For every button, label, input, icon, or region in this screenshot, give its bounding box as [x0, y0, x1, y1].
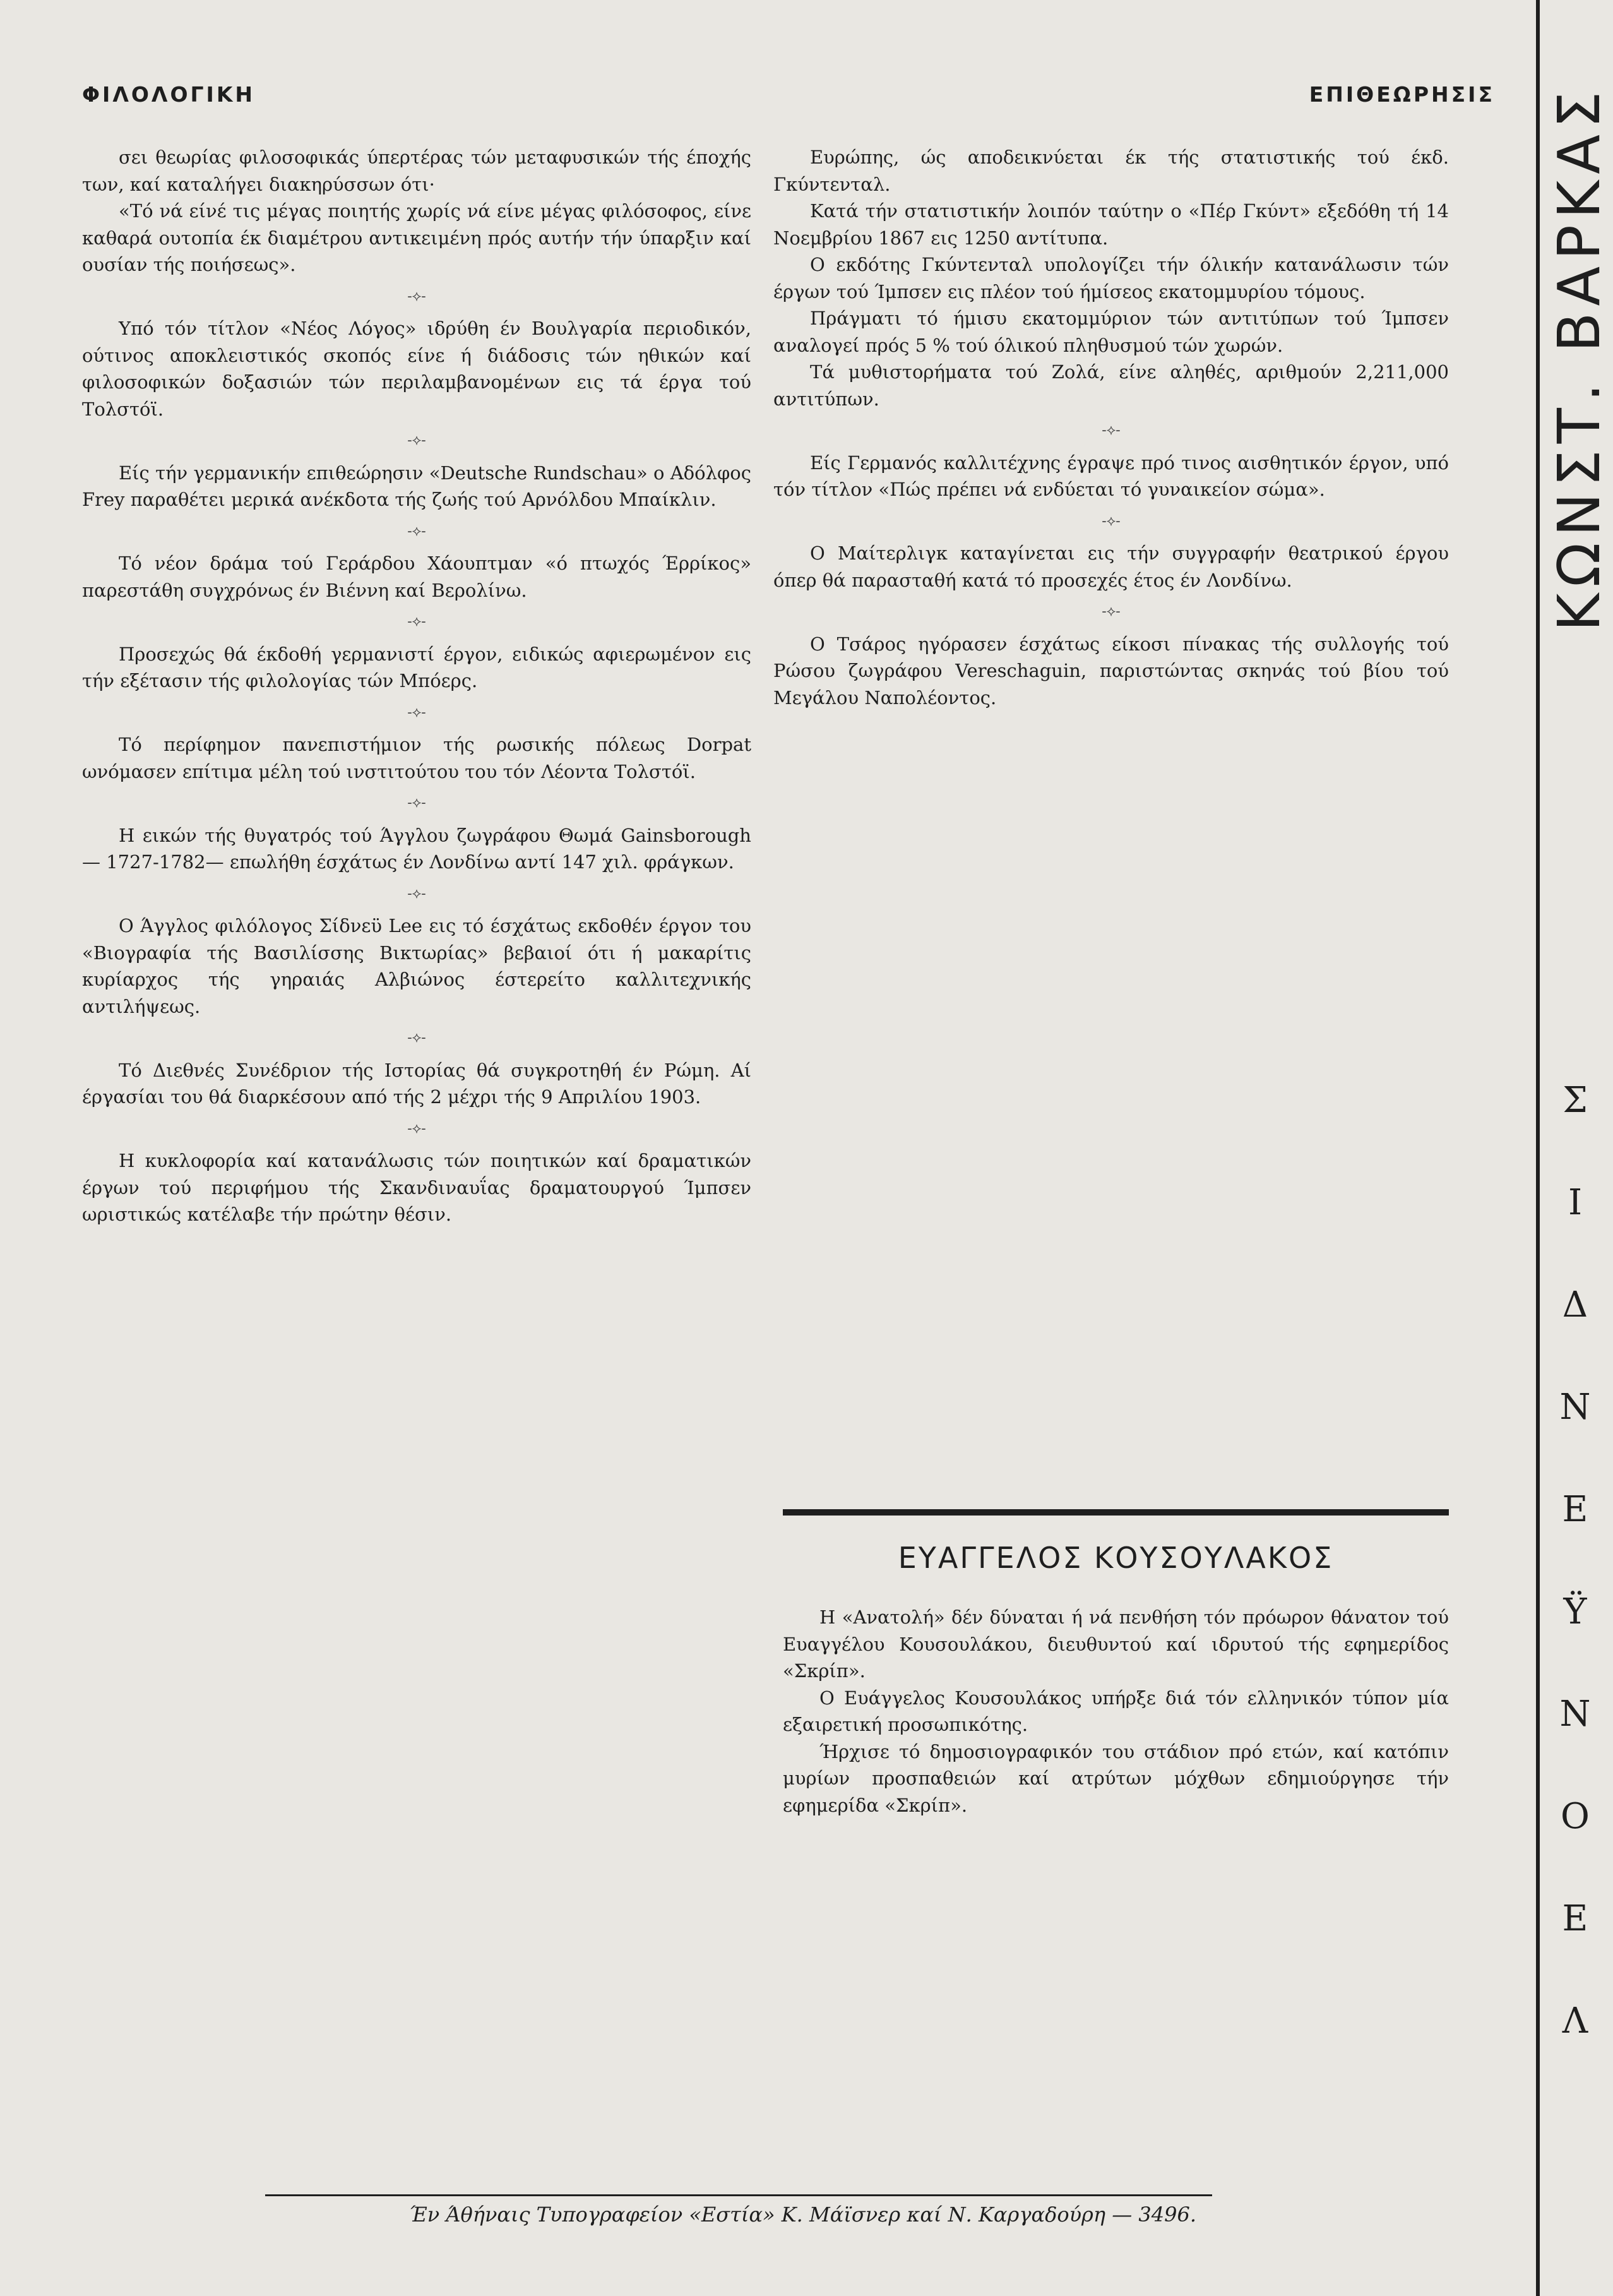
sidebar-vertical-title: ΚΩΝΣΤ. ΒΑΡΚΑΣ	[1545, 85, 1613, 631]
sidebar-letter: Ε	[1562, 1489, 1588, 1530]
left-paragraph: Τό Διεθνές Συνέδριον τής Ιστορίας θά συγκροτηθή έν Ρώμη. Αί έργασίαι του θά διαρκέσουν από τής 2 μέχρι τής 9 Απριλίου 1903.	[82, 1059, 751, 1108]
ornament-icon: -⟡-	[407, 288, 426, 304]
section-divider	[783, 1509, 1449, 1516]
sidebar-letter: Δ	[1562, 1284, 1588, 1325]
obituary-body	[783, 1604, 1449, 1819]
obituary-title: ΕΥΑΓΓΕΛΟΣ ΚΟΥΣΟΥΛΑΚΟΣ	[898, 1541, 1334, 1575]
ornament-icon: -⟡-	[407, 614, 426, 630]
ornament-icon: -⟡-	[407, 523, 426, 539]
left-column	[82, 144, 751, 1228]
left-paragraph: Ο Άγγλος φιλόλογος Σίδνεϋ Lee εις τό έσχάτως εκδοθέν έργον του «Βιογραφία τής Βασιλίσσης Βικτωρίας» βεβαιοί ότι ή μακαρίτις κυρίαρχος τής γηραιάς Αλβιώνος έστερείτο καλλιτεχνικής αντιλήψεως.	[82, 915, 751, 1017]
ornament-icon: -⟡-	[407, 1120, 426, 1137]
left-paragraph: Είς τήν γερμανικήν επιθεώρησιν «Deutsche Rundschau» ο Αδόλφος Frey παραθέτει μερικά ανέκδοτα τής ζωής τού Αρνόλδου Μπαίκλιν.	[82, 462, 751, 510]
right-column	[773, 144, 1449, 711]
right-paragraph: Ο εκδότης Γκύντενταλ υπολογίζει τήν όλικήν κατανάλωσιν τών έργων τού Ίμπσεν εις πλέον τού ήμίσεος εκατομμυρίου τόμους.	[773, 254, 1449, 302]
ornament-icon: -⟡-	[407, 433, 426, 448]
left-paragraph: Η εικών τής θυγατρός τού Άγγλου ζωγράφου Θωμά Gainsborough — 1727-1782— επωλήθη έσχάτως έν Λονδίνω αντί 147 χιλ. φράγκων.	[82, 824, 751, 873]
sidebar-letter: Ϋ	[1563, 1591, 1587, 1632]
printer-footer: Έν Άθήναις Τυπογραφείον «Εστία» Κ. Μάϊσνερ καί Ν. Καργαδούρη — 3496.	[409, 2203, 1196, 2227]
header-right: ΕΠΙΘΕΩΡΗΣΙΣ	[1309, 82, 1495, 107]
ornament-icon: -⟡-	[407, 1030, 426, 1046]
ornament-icon: -⟡-	[407, 885, 426, 902]
sidebar-letter: Λ	[1562, 2000, 1588, 2042]
sidebar-letter: Ν	[1559, 1694, 1591, 1735]
right-paragraph: Πράγματι τό ήμισυ εκατομμύριον τών αντιτύπων τού Ίμπσεν αναλογεί πρός 5 % τού όλικού πληθυσμού τών χωρών.	[773, 308, 1449, 356]
sidebar-letter: Ν	[1559, 1387, 1591, 1428]
margin-rule	[1536, 0, 1540, 2296]
left-paragraph: Υπό τόν τίτλον «Νέος Λόγος» ιδρύθη έν Βουλγαρία περιοδικόν, ούτινος αποκλειστικός σκοπός είνε ή διάδοσις τών ηθικών καί φιλοσοφικών δοξασιών τών περιλαμβανομένων εις τά έργα τού Τολστόϊ.	[82, 318, 751, 420]
right-paragraph: Κατά τήν στατιστικήν λοιπόν ταύτην ο «Πέρ Γκύντ» εξεδόθη τή 14 Νοεμβρίου 1867 εις 1250 αντίτυπα.	[773, 200, 1449, 249]
right-paragraph: Τά μυθιστορήματα τού Ζολά, είνε αληθές, αριθμούν 2,211,000 αντιτύπων.	[773, 361, 1449, 410]
obituary-paragraph: Ο Ευάγγελος Κουσουλάκος υπήρξε διά τόν ελληνικόν τύπον μία εξαιρετική προσωπικότης.	[783, 1687, 1449, 1735]
obituary-paragraph: Ήρχισε τό δημοσιογραφικόν του στάδιον πρό ετών, καί κατόπιν μυρίων προσπαθειών καί ατρύτων μόχθων εδημιούργησε τήν εφημερίδα «Σκρίπ».	[783, 1740, 1449, 1816]
footer-divider	[265, 2194, 1212, 2196]
sidebar-letters	[1556, 1080, 1594, 2103]
ornament-icon: -⟡-	[1102, 513, 1121, 529]
right-paragraph: Είς Γερμανός καλλιτέχνης έγραψε πρό τινος αισθητικόν έργον, υπό τόν τίτλον «Πώς πρέπει νά ενδύεται τό γυναικείον σώμα».	[773, 451, 1449, 500]
left-paragraph: Προσεχώς θά έκδοθή γερμανιστί έργον, ειδικώς αφιερωμένον εις τήν εξέτασιν τής φιλολογίας τών Μπόερς.	[82, 643, 751, 691]
left-paragraph: Τό περίφημον πανεπιστήμιον τής ρωσικής πόλεως Dorpat ωνόμασεν επίτιμα μέλη τού ινστιτούτου του τόν Λέοντα Τολστόϊ.	[82, 734, 751, 782]
ornament-icon: -⟡-	[407, 704, 426, 720]
obituary-paragraph: Η «Ανατολή» δέν δύναται ή νά πενθήση τόν πρόωρον θάνατον τού Ευαγγέλου Κουσουλάκου, διευθυντού καί ιδρυτού τής εφημερίδος «Σκρίπ».	[783, 1606, 1449, 1682]
ornament-icon: -⟡-	[1102, 422, 1121, 438]
right-paragraph: Ο Μαίτερλιγκ καταγίνεται εις τήν συγγραφήν θεατρικού έργου όπερ θά παρασταθή κατά τό προσεχές έτος έν Λονδίνω.	[773, 542, 1449, 591]
sidebar-letter: Ε	[1562, 1898, 1588, 1939]
left-paragraph: Τό νέον δράμα τού Γεράρδου Χάουπτμαν «ό πτωχός Έρρίκος» παρεστάθη συγχρόνως έν Βιέννη καί Βερολίνω.	[82, 553, 751, 601]
ornament-icon: -⟡-	[407, 795, 426, 811]
sidebar-letter: Ο	[1561, 1796, 1590, 1837]
sidebar-letter: Ι	[1568, 1182, 1583, 1223]
sidebar-letter: Σ	[1562, 1080, 1588, 1121]
header-left: ΦΙΛΟΛΟΓΙΚΗ	[82, 82, 256, 107]
left-paragraph: Η κυκλοφορία καί κατανάλωσις τών ποιητικών καί δραματικών έργων τού περιφήμου τής Σκανδιναυΐας δραματουργού Ίμπσεν ωριστικώς κατέλαβε τήν πρώτην θέσιν.	[82, 1150, 751, 1225]
right-paragraph: Ο Τσάρος ηγόρασεν έσχάτως είκοσι πίνακας τής συλλογής τού Ρώσου ζωγράφου Vereschaguin, παριστώντας σκηνάς τού βίου τού Μεγάλου Ναπολέοντος.	[773, 633, 1449, 709]
left-paragraph: «Τό νά είνέ τις μέγας ποιητής χωρίς νά είνε μέγας φιλόσοφος, είνε καθαρά ουτοπία έκ διαμέτρου αντικειμένη πρός αυτήν τήν ύπαρξιν καί ουσίαν τής ποιήσεως».	[82, 200, 751, 275]
left-paragraph: σει θεωρίας φιλοσοφικάς ύπερτέρας τών μεταφυσικών τής έποχής των, καί καταλήγει διακηρύσσων ότι·	[82, 146, 751, 195]
right-paragraph: Ευρώπης, ώς αποδεικνύεται έκ τής στατιστικής τού έκδ. Γκύντενταλ.	[773, 146, 1449, 195]
ornament-icon: -⟡-	[1102, 604, 1121, 619]
